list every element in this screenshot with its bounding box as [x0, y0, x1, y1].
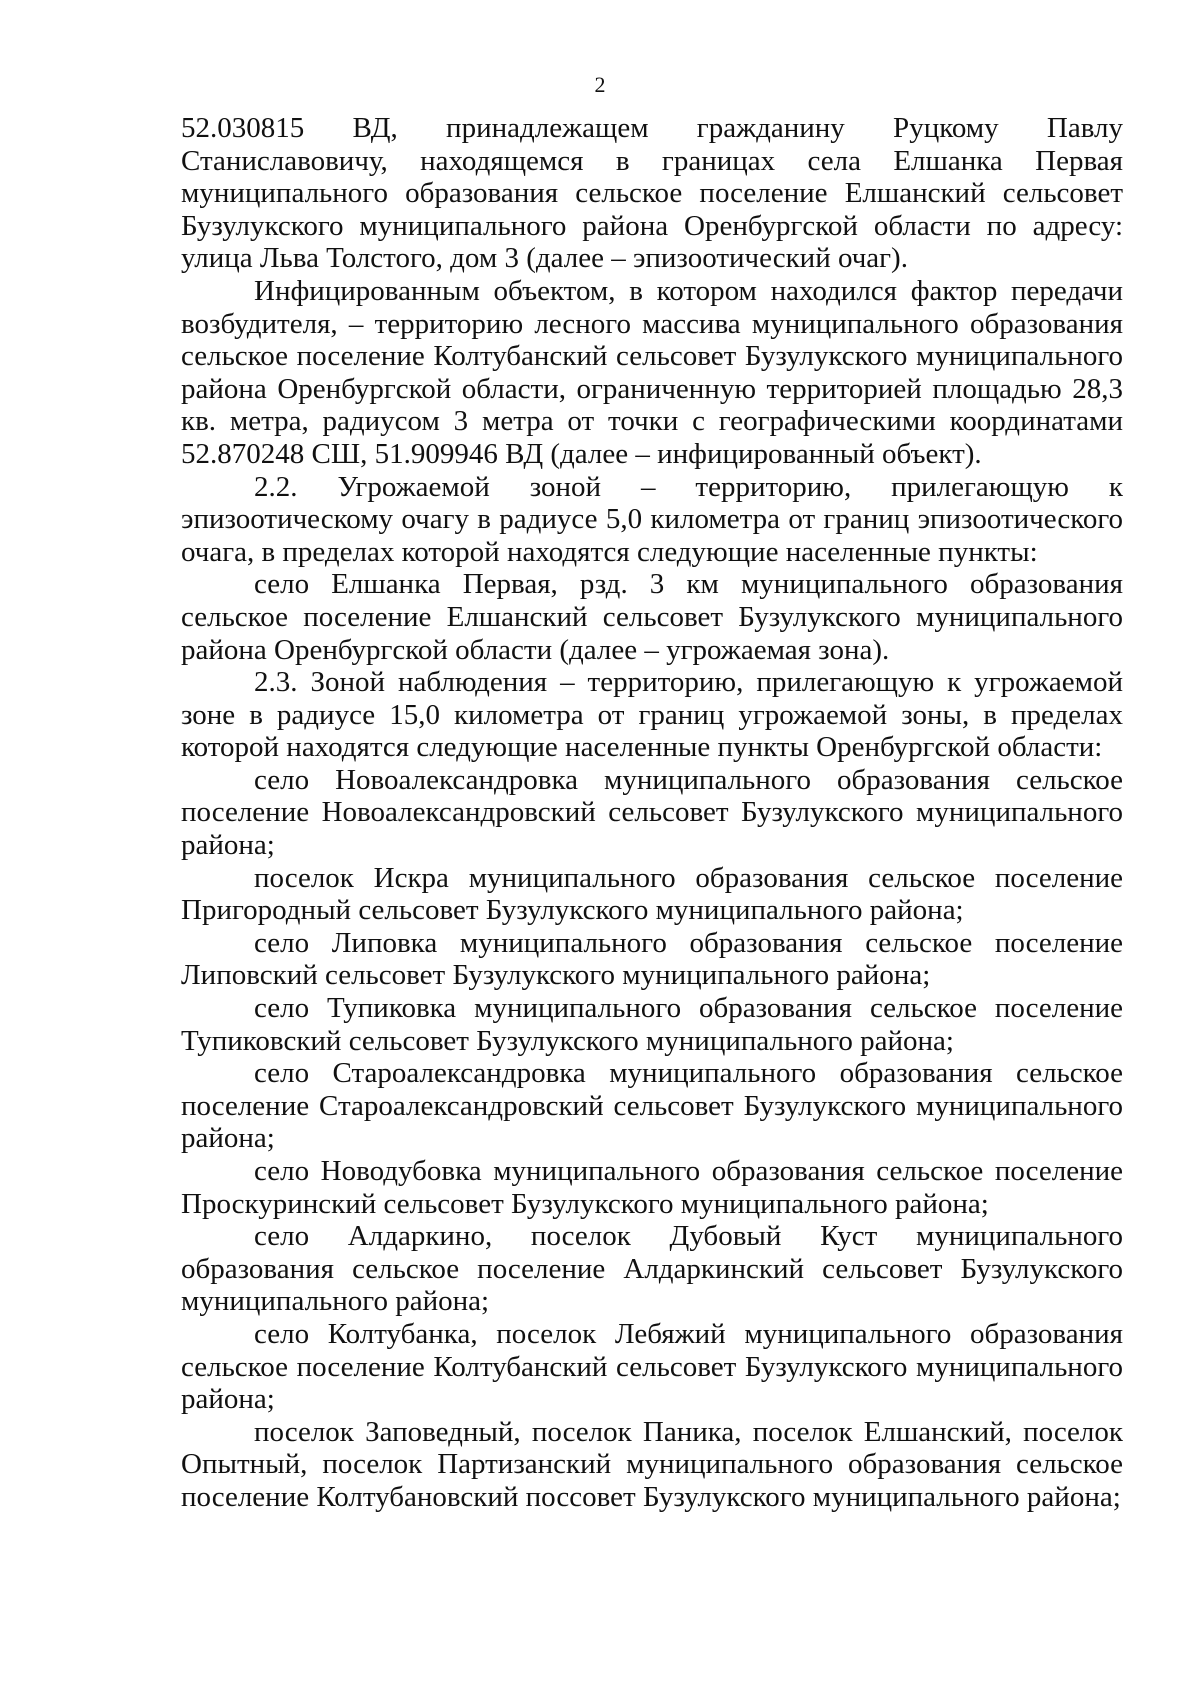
list-item-settlement: поселок Искра муниципального образования сельское поселение Пригородный сельсовет Бузулукского муниципального района; [181, 861, 1123, 927]
list-item-settlement: поселок Заповедный, поселок Паника, поселок Елшанский, поселок Опытный, поселок Партизанский муниципального образования сельское поселение Колтубановский поссовет Бузулукского муниципального района; [181, 1415, 1123, 1513]
list-item-settlement: село Липовка муниципального образования сельское поселение Липовский сельсовет Бузулукского муниципального района; [181, 926, 1123, 992]
paragraph-observation-zone: 2.3. Зоной наблюдения – территорию, прилегающую к угрожаемой зоне в радиусе 15,0 километра от границ угрожаемой зоны, в пределах которой находятся следующие населенные пункты Оренбургской области: [181, 666, 1123, 764]
paragraph-threatened-zone: 2.2. Угрожаемой зоной – территорию, прилегающую к эпизоотическому очагу в радиусе 5,0 километра от границ эпизоотического очага, в пределах которой находятся следующие населенные пункты: [181, 470, 1123, 568]
list-item-settlement: село Староалександровка муниципального образования сельское поселение Староалександровский сельсовет Бузулукского муниципального района; [181, 1057, 1123, 1155]
page-number: 2 [594, 72, 606, 97]
paragraph-infected-object: Инфицированным объектом, в котором находился фактор передачи возбудителя, – территорию лесного массива муниципального образования сельское поселение Колтубанский сельсовет Бузулукского муниципального района Оренбургской области, ограниченную территорией площадью 28,3 кв. метра, радиусом 3 метра от точки с географическими координатами 52.870248 СШ, 51.909946 ВД (далее – инфицированный объект). [181, 274, 1123, 470]
list-item-settlement: село Алдаркино, поселок Дубовый Куст муниципального образования сельское поселение Алдаркинский сельсовет Бузулукского муниципального района; [181, 1220, 1123, 1318]
list-item-settlement: село Тупиковка муниципального образования сельское поселение Тупиковский сельсовет Бузулукского муниципального района; [181, 992, 1123, 1057]
list-item-settlement: село Колтубанка, поселок Лебяжий муниципального образования сельское поселение Колтубанский сельсовет Бузулукского муниципального района; [181, 1317, 1123, 1416]
list-item-settlement: село Новодубовка муниципального образования сельское поселение Проскуринский сельсовет Бузулукского муниципального района; [181, 1155, 1123, 1220]
list-item-settlement: село Новоалександровка муниципального образования сельское поселение Новоалександровский сельсовет Бузулукского муниципального района; [181, 763, 1123, 862]
paragraph-threatened-zone-settlement: село Елшанка Первая, рзд. 3 км муниципального образования сельское поселение Елшанский сельсовет Бузулукского муниципального района Оренбургской области (далее – угрожаемая зона). [181, 568, 1123, 666]
document-body [181, 112, 1123, 1514]
paragraph-continuation: 52.030815 ВД, принадлежащем гражданину Руцкому Павлу Станиславовичу, находящемся в границах села Елшанка Первая муниципального образования сельское поселение Елшанский сельсовет Бузулукского муниципального района Оренбургской области по адресу: улица Льва Толстого, дом 3 (далее – эпизоотический очаг). [181, 112, 1123, 275]
